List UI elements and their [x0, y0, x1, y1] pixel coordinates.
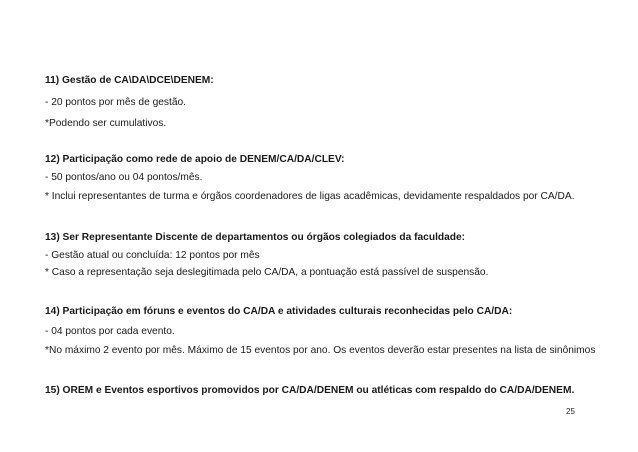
section-11-line-1: - 20 pontos por mês de gestão. — [45, 97, 187, 108]
section-11-heading: 11) Gestão de CA\DA\DCE\DENEM: — [45, 75, 214, 86]
section-13-line-2: * Caso a representação seja deslegitimada pelo CA/DA, a pontuação está passível de suspensão. — [45, 267, 489, 278]
section-13-heading: 13) Ser Representante Discente de departamentos ou órgãos colegiados da faculdade: — [45, 232, 466, 243]
page-number: 25 — [566, 407, 575, 416]
section-14-line-2: *No máximo 2 evento por mês. Máximo de 15 eventos por ano. Os eventos deverão estar presentes na lista de sinônimos — [45, 345, 596, 356]
section-12-line-1: - 50 pontos/ano ou 04 pontos/mês. — [45, 172, 203, 183]
section-14-line-1: - 04 pontos por cada evento. — [45, 326, 175, 337]
section-12-line-2: * Inclui representantes de turma e órgãos coordenadores de ligas acadêmicas, devidamente respaldados por CA/DA. — [45, 191, 575, 202]
section-12-heading: 12) Participação como rede de apoio de DENEM/CA/DA/CLEV: — [45, 154, 345, 165]
section-15-heading: 15) OREM e Eventos esportivos promovidos por CA/DA/DENEM ou atléticas com respaldo do CA/DA/DENEM. — [45, 385, 575, 396]
section-13-line-1: - Gestão atual ou concluída: 12 pontos por mês — [45, 250, 260, 261]
section-11-line-2: *Podendo ser cumulativos. — [45, 118, 167, 129]
section-14-heading: 14) Participação em fóruns e eventos do CA/DA e atividades culturais reconhecidas pelo CA/DA: — [45, 306, 513, 317]
